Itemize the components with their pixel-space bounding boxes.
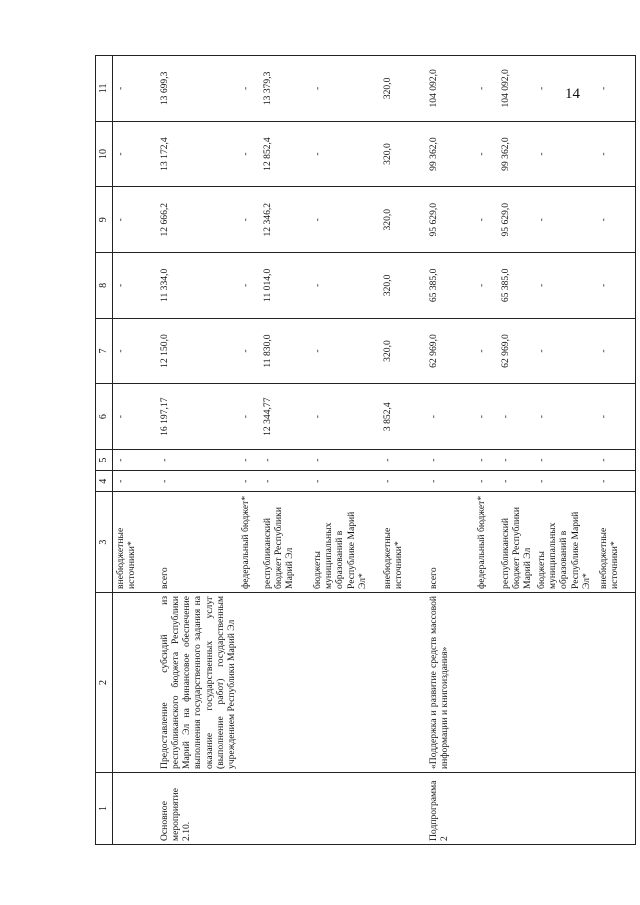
value-cell: 95 629,0	[426, 187, 474, 253]
value-cell: -	[596, 471, 636, 492]
value-cell: 12 852,4	[260, 121, 310, 187]
value-cell: -	[238, 56, 260, 122]
value-cell: 12 346,2	[260, 187, 310, 253]
description-cell	[310, 592, 380, 772]
col-header: 10	[96, 121, 113, 187]
funding-source-cell: бюджеты муниципальных образований в Республике Марий Эл*	[534, 492, 596, 593]
value-cell: 16 197,17	[157, 384, 238, 450]
value-cell: -	[310, 318, 380, 384]
value-cell: -	[380, 450, 426, 471]
table-row	[157, 56, 238, 845]
table-row	[426, 56, 474, 845]
value-cell: -	[310, 471, 380, 492]
program-cell	[310, 772, 380, 844]
value-cell: 62 969,0	[498, 318, 534, 384]
value-cell: -	[113, 253, 157, 319]
value-cell: 11 830,0	[260, 318, 310, 384]
value-cell: -	[426, 384, 474, 450]
col-header: 11	[96, 56, 113, 122]
col-header: 7	[96, 318, 113, 384]
value-cell: 320,0	[380, 121, 426, 187]
program-cell	[260, 772, 310, 844]
value-cell: -	[474, 56, 498, 122]
col-header: 9	[96, 187, 113, 253]
value-cell: -	[474, 471, 498, 492]
budget-table	[95, 55, 636, 845]
value-cell: 11 334,0	[157, 253, 238, 319]
value-cell: 65 385,0	[498, 253, 534, 319]
program-cell: Основное мероприятие 2.10.	[157, 772, 238, 844]
value-cell: -	[113, 318, 157, 384]
value-cell: -	[498, 384, 534, 450]
value-cell: -	[534, 318, 596, 384]
col-header: 2	[96, 592, 113, 772]
value-cell: -	[380, 471, 426, 492]
rotated-table-container	[95, 55, 620, 845]
funding-source-cell: внебюджетные источники*	[596, 492, 636, 593]
value-cell: -	[596, 56, 636, 122]
description-cell: «Поддержка и развитие средств массовой информации и книгоиздания»	[426, 592, 474, 772]
value-cell: 95 629,0	[498, 187, 534, 253]
funding-source-cell: федеральный бюджет*	[474, 492, 498, 593]
value-cell: -	[238, 253, 260, 319]
value-cell: -	[310, 187, 380, 253]
value-cell: -	[113, 187, 157, 253]
col-header: 6	[96, 384, 113, 450]
value-cell: 13 379,3	[260, 56, 310, 122]
value-cell: -	[113, 450, 157, 471]
col-header: 1	[96, 772, 113, 844]
value-cell: 99 362,0	[498, 121, 534, 187]
table-row	[238, 56, 260, 845]
value-cell: -	[596, 450, 636, 471]
value-cell: -	[310, 450, 380, 471]
value-cell: -	[238, 450, 260, 471]
value-cell: 3 852,4	[380, 384, 426, 450]
header-row	[96, 56, 113, 845]
value-cell: -	[260, 450, 310, 471]
table-row	[380, 56, 426, 845]
value-cell: -	[534, 121, 596, 187]
table-row	[310, 56, 380, 845]
funding-source-cell: внебюджетные источники*	[113, 492, 157, 593]
value-cell: -	[534, 56, 596, 122]
value-cell: -	[238, 318, 260, 384]
value-cell: -	[113, 471, 157, 492]
value-cell: 104 092,0	[498, 56, 534, 122]
col-header: 5	[96, 450, 113, 471]
value-cell: 320,0	[380, 318, 426, 384]
value-cell: -	[113, 56, 157, 122]
page-number: 14	[565, 86, 580, 102]
value-cell: -	[113, 384, 157, 450]
value-cell: -	[534, 187, 596, 253]
col-header: 3	[96, 492, 113, 593]
funding-source-cell: всего	[157, 492, 238, 593]
value-cell: -	[157, 450, 238, 471]
value-cell: -	[474, 253, 498, 319]
table-row	[596, 56, 636, 845]
table-row	[260, 56, 310, 845]
value-cell: -	[260, 471, 310, 492]
value-cell: -	[310, 56, 380, 122]
description-cell	[534, 592, 596, 772]
value-cell: 13 172,4	[157, 121, 238, 187]
table-row	[498, 56, 534, 845]
program-cell	[498, 772, 534, 844]
program-cell	[474, 772, 498, 844]
value-cell: -	[596, 253, 636, 319]
value-cell: -	[238, 187, 260, 253]
value-cell: -	[310, 121, 380, 187]
value-cell: -	[474, 384, 498, 450]
value-cell: -	[310, 253, 380, 319]
program-cell: Подпрограмма 2	[426, 772, 474, 844]
value-cell: -	[474, 187, 498, 253]
table-row	[474, 56, 498, 845]
funding-source-cell: всего	[426, 492, 474, 593]
value-cell: 320,0	[380, 253, 426, 319]
funding-source-cell: республиканский бюджет Республики Марий Эл	[260, 492, 310, 593]
value-cell: -	[238, 384, 260, 450]
value-cell: -	[498, 471, 534, 492]
value-cell: -	[596, 187, 636, 253]
value-cell: 62 969,0	[426, 318, 474, 384]
program-cell	[113, 772, 157, 844]
table-row	[534, 56, 596, 845]
value-cell: -	[534, 471, 596, 492]
col-header: 8	[96, 253, 113, 319]
description-cell	[260, 592, 310, 772]
value-cell: 320,0	[380, 187, 426, 253]
value-cell: 12 150,0	[157, 318, 238, 384]
col-header: 4	[96, 471, 113, 492]
value-cell: -	[596, 121, 636, 187]
value-cell: -	[310, 384, 380, 450]
value-cell: -	[238, 121, 260, 187]
funding-source-cell: внебюджетные источники*	[380, 492, 426, 593]
value-cell: -	[534, 450, 596, 471]
value-cell: -	[157, 471, 238, 492]
description-cell	[380, 592, 426, 772]
value-cell: -	[474, 318, 498, 384]
program-cell	[596, 772, 636, 844]
funding-source-cell: республиканский бюджет Республики Марий Эл	[498, 492, 534, 593]
value-cell: 104 092,0	[426, 56, 474, 122]
program-cell	[380, 772, 426, 844]
value-cell: -	[474, 450, 498, 471]
value-cell: -	[426, 471, 474, 492]
value-cell: -	[238, 471, 260, 492]
value-cell: 99 362,0	[426, 121, 474, 187]
value-cell: 65 385,0	[426, 253, 474, 319]
value-cell: -	[426, 450, 474, 471]
description-cell	[596, 592, 636, 772]
description-cell	[498, 592, 534, 772]
funding-source-cell: бюджеты муниципальных образований в Республике Марий Эл*	[310, 492, 380, 593]
description-cell	[474, 592, 498, 772]
funding-source-cell: федеральный бюджет*	[238, 492, 260, 593]
value-cell: 13 699,3	[157, 56, 238, 122]
description-cell: Предоставление субсидий из республиканского бюджета Республики Марий Эл на финансовое обеспечение выполнения государственного задания на оказание государственных услуг (выполнение работ) государственным учреждением Республики Марий Эл	[157, 592, 238, 772]
value-cell: -	[474, 121, 498, 187]
value-cell: -	[113, 121, 157, 187]
value-cell: -	[534, 253, 596, 319]
table-row	[113, 56, 157, 845]
value-cell: 12 666,2	[157, 187, 238, 253]
description-cell	[113, 592, 157, 772]
value-cell: 11 014,0	[260, 253, 310, 319]
value-cell: -	[596, 318, 636, 384]
program-cell	[238, 772, 260, 844]
value-cell: -	[596, 384, 636, 450]
value-cell: 320,0	[380, 56, 426, 122]
value-cell: -	[498, 450, 534, 471]
program-cell	[534, 772, 596, 844]
description-cell	[238, 592, 260, 772]
value-cell: -	[534, 384, 596, 450]
value-cell: 12 344,77	[260, 384, 310, 450]
